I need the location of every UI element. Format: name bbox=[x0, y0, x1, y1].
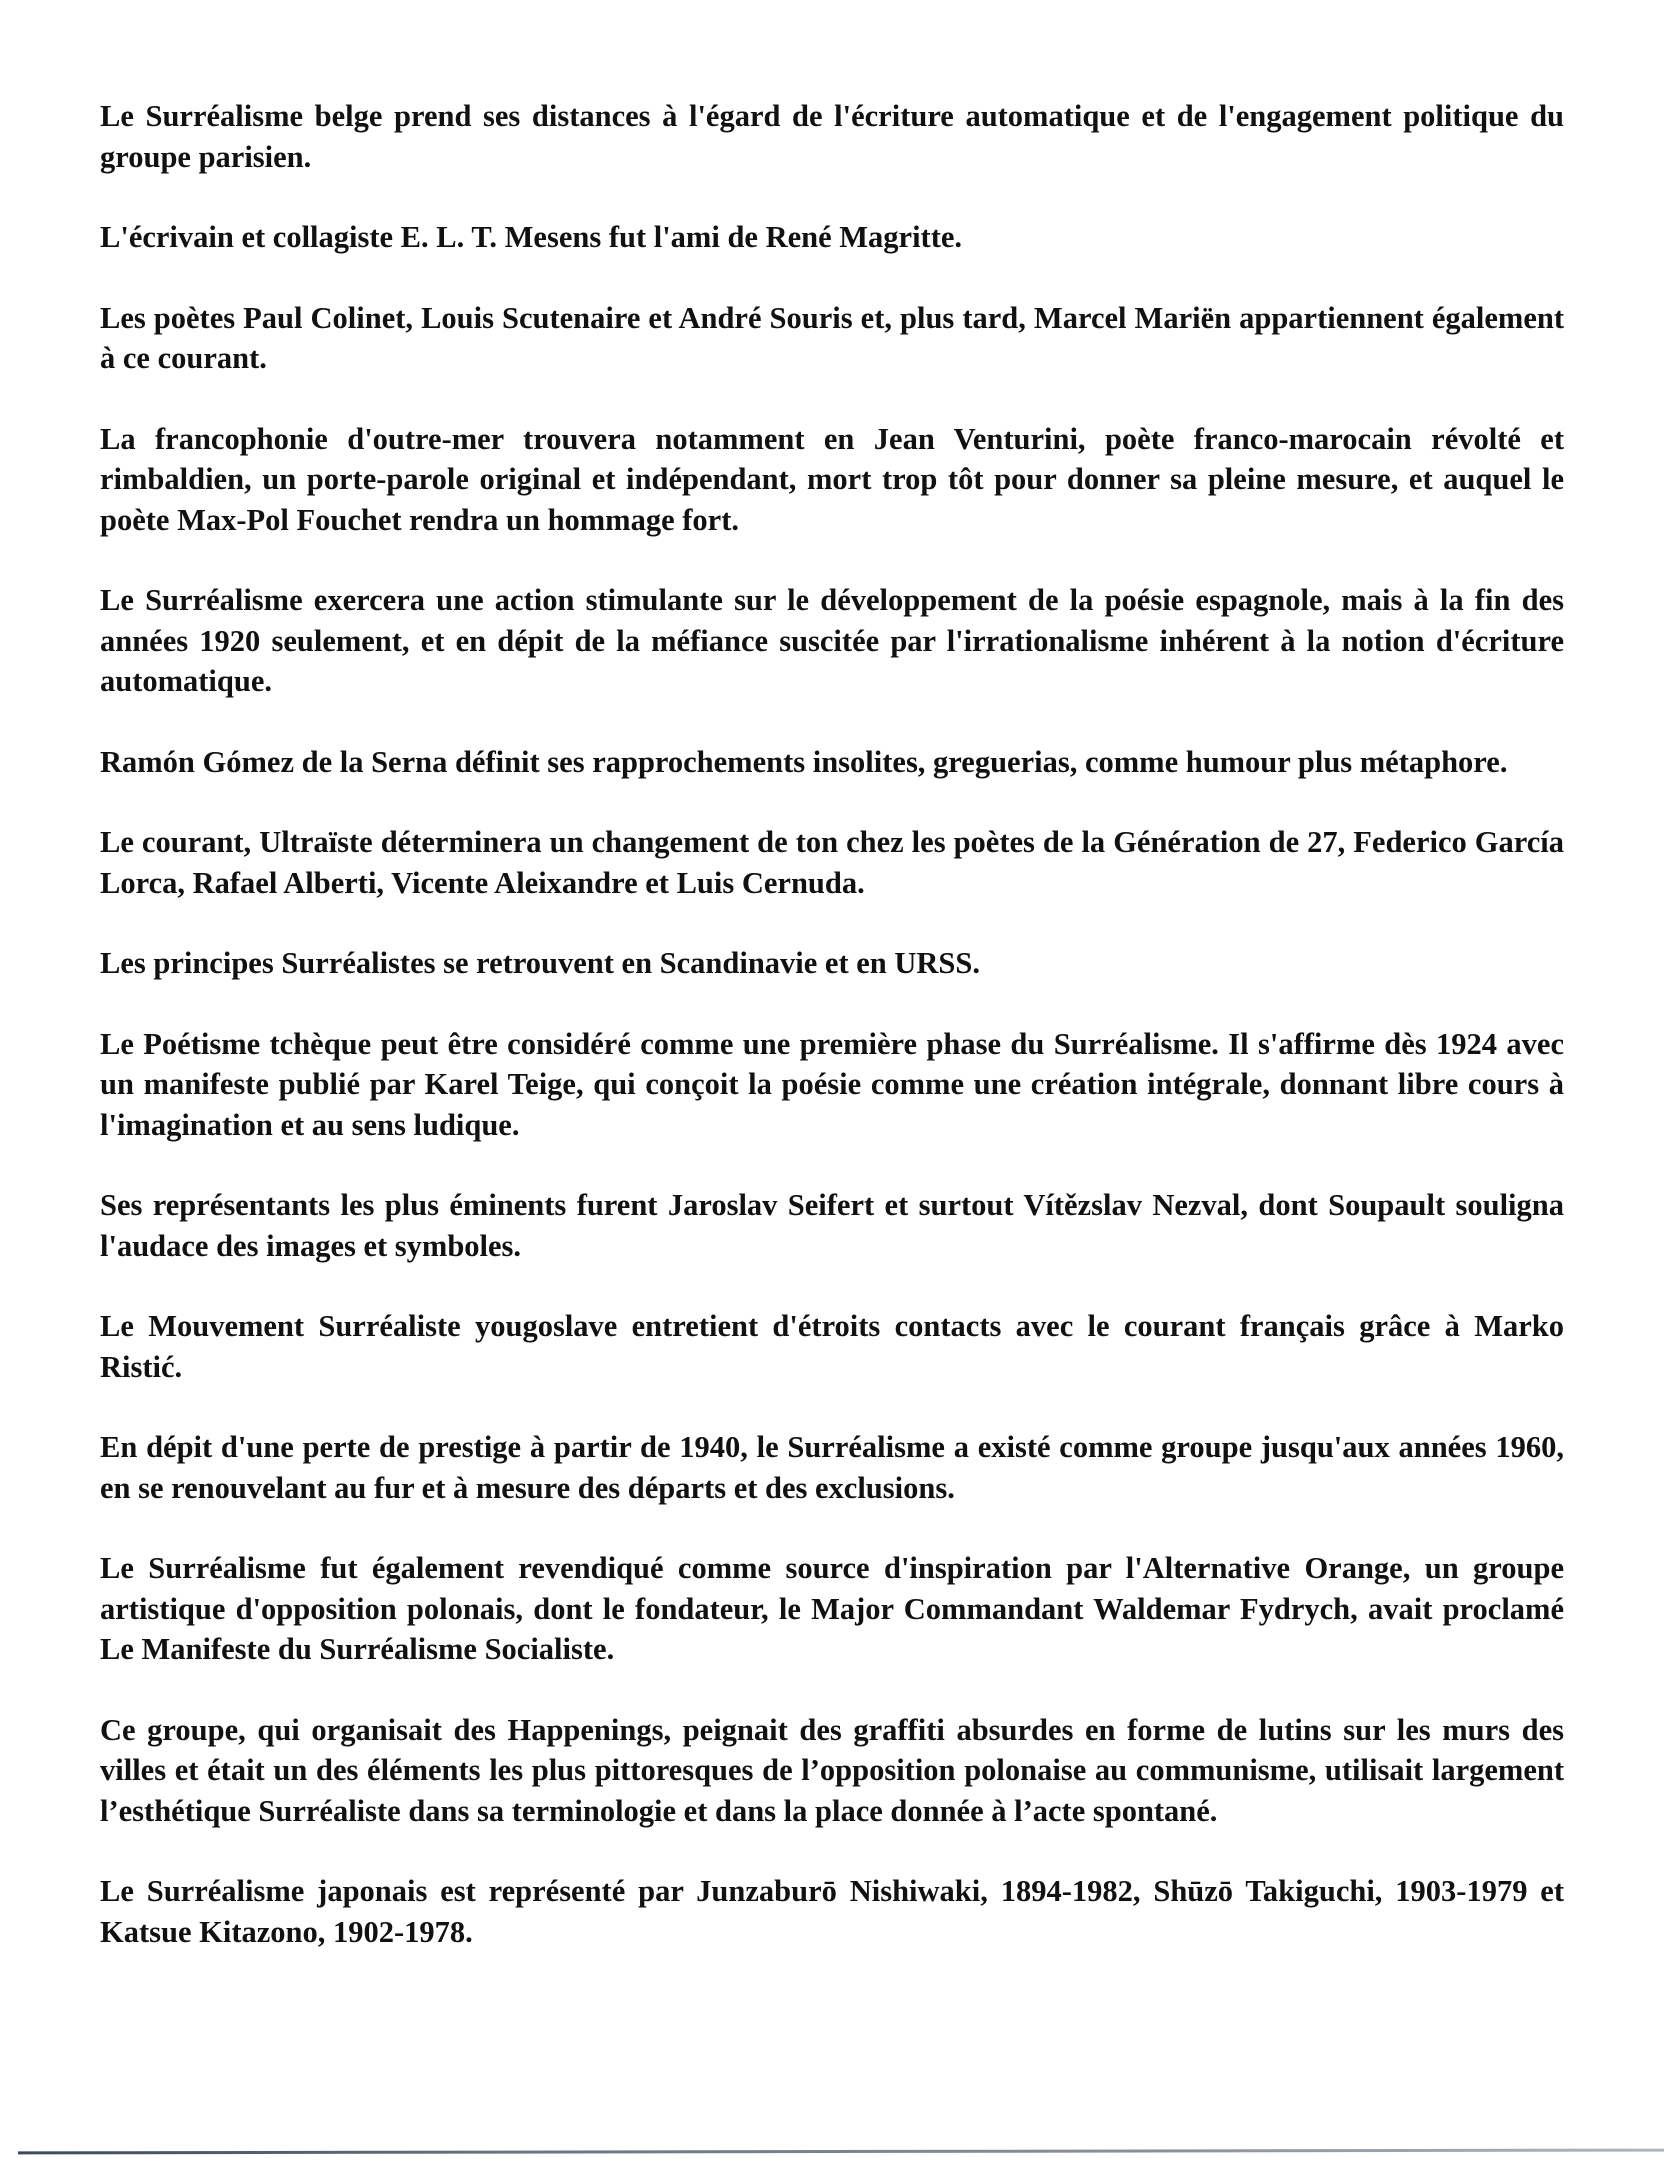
paragraph-mesens: L'écrivain et collagiste E. L. T. Mesens fut l'ami de René Magritte. bbox=[100, 220, 963, 254]
paragraph-japanese-surrealism: Le Surréalisme japonais est représenté par Junzaburō Nishiwaki, 1894-1982, Shūzō Takiguchi, 1903-1979 et Katsue Kitazono, 1902-1978. bbox=[100, 1874, 1564, 1949]
paragraph-decline-1940: En dépit d'une perte de prestige à partir de 1940, le Surréalisme a existé comme groupe jusqu'aux années 1960, en se renouvelant au fur et à mesure des départs et des exclusions. bbox=[100, 1430, 1564, 1505]
paragraph-gomez-de-la-serna: Ramón Gómez de la Serna définit ses rapprochements insolites, greguerias, comme humour plus métaphore. bbox=[100, 744, 1508, 779]
paragraph-orange-alternative: Le Surréalisme fut également revendiqué comme source d'inspiration par l'Alternative Orange, un groupe artistique d'opposition polonais, dont le fondateur, le Major Commandant Waldemar Fydrych, avait proclamé Le Manifeste du Surréalisme Socialiste. bbox=[100, 1551, 1564, 1666]
paragraph-happenings: Ce groupe, qui organisait des Happenings, peignait des graffiti absurdes en forme de lutins sur les murs des villes et était un des éléments les plus pittoresques de l’opposition polonaise au communisme, utilisait largement l’esthétique Surréaliste dans sa terminologie et dans la place donnée à l’acte spontané. bbox=[100, 1712, 1564, 1828]
paragraph-spanish-poetry: Le Surréalisme exercera une action stimulante sur le développement de la poésie espagnole, mais à la fin des années 1920 seulement, et en dépit de la méfiance suscitée par l'irrationalisme inhérent à la notion d'écriture automatique. bbox=[100, 583, 1564, 698]
paragraph-belgian-poets: Les poètes Paul Colinet, Louis Scutenaire et André Souris et, plus tard, Marcel Mariën appartiennent également à ce courant. bbox=[100, 300, 1564, 375]
paragraph-yugoslav-movement: Le Mouvement Surréaliste yougoslave entretient d'étroits contacts avec le courant français grâce à Marko Ristić. bbox=[100, 1309, 1564, 1384]
paragraph-scandinavia-urss: Les principes Surréalistes se retrouvent en Scandinavie et en URSS. bbox=[100, 946, 980, 980]
paragraph-ultraism: Le courant, Ultraïste déterminera un changement de ton chez les poètes de la Génération de 27, Federico García Lorca, Rafael Alberti, Vicente Aleixandre et Luis Cernuda. bbox=[100, 825, 1564, 900]
paragraph-belgian-surrealism: Le Surréalisme belge prend ses distances à l'égard de l'écriture automatique et de l'engagement politique du groupe parisien. bbox=[100, 99, 1564, 174]
paragraph-czech-poetism: Le Poétisme tchèque peut être considéré comme une première phase du Surréalisme. Il s'affirme dès 1924 avec un manifeste publié par Karel Teige, qui conçoit la poésie comme une création intégrale, donnant libre cours à l'imagination et au sens ludique. bbox=[100, 1026, 1564, 1142]
document-body bbox=[100, 96, 1564, 1992]
paragraph-czech-representatives: Ses représentants les plus éminents furent Jaroslav Seifert et surtout Vítězslav Nezval, dont Soupault souligna l'audace des images et symboles. bbox=[100, 1188, 1564, 1263]
paragraph-venturini: La francophonie d'outre-mer trouvera notamment en Jean Venturini, poète franco-marocain révolté et rimbaldien, un porte-parole original et indépendant, mort trop tôt pour donner sa pleine mesure, et auquel le poète Max-Pol Fouchet rendra un hommage fort. bbox=[100, 421, 1564, 537]
bottom-rule-divider bbox=[18, 2149, 1664, 2155]
